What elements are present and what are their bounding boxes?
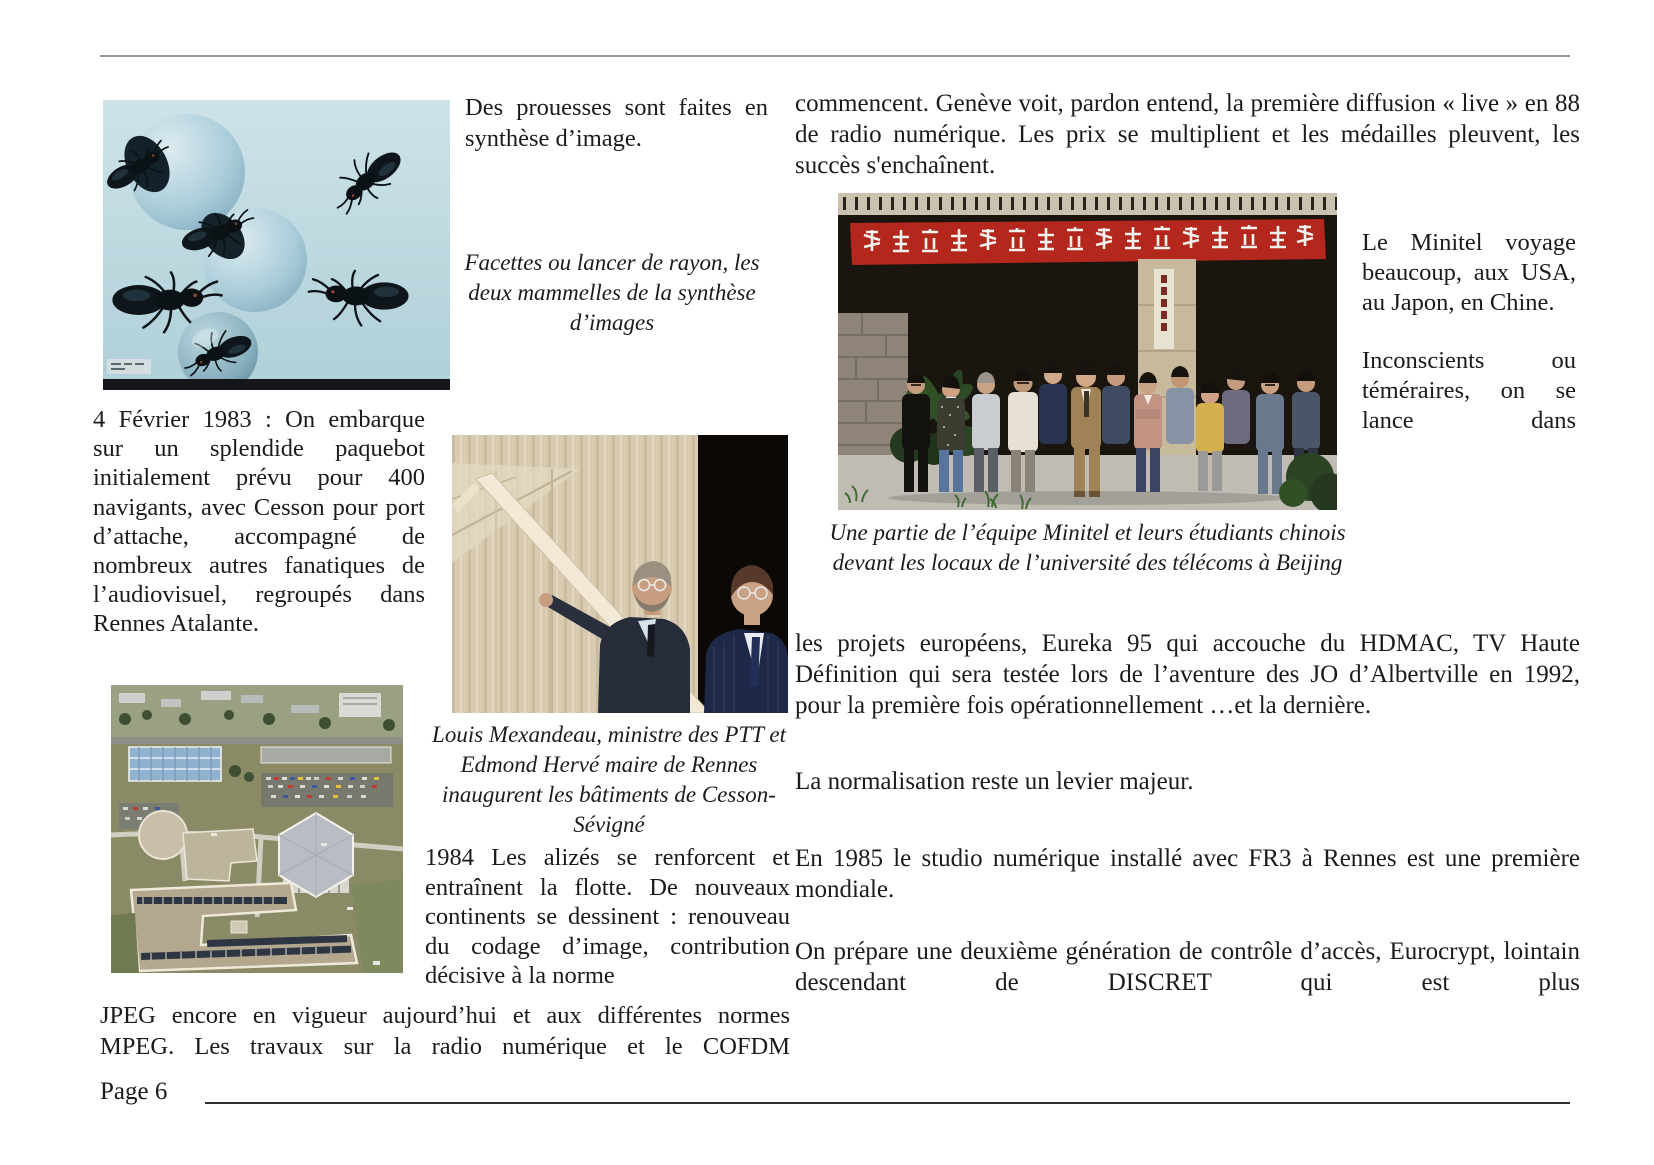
paragraph-1984: 1984 Les alizés se renforcent et entraînent la flotte. De nouveaux continents se dessinent : renouveau du codage d’image, contribution décisive à la norme (425, 844, 790, 989)
paragraph-commencent: commencent. Genève voit, pardon entend, la première diffusion « live » en 88 de radio numérique. Les prix se multiplient et les médailles pleuvent, les succès s'enchaînent. (795, 90, 1580, 179)
intro-paragraph: Des prouesses sont faites en synthèse d’image. (465, 94, 768, 152)
shadows (888, 491, 1288, 505)
paragraph-1985: En 1985 le studio numérique installé avec FR3 à Rennes est une première mondiale. (795, 845, 1580, 903)
paragraph-eurocrypt: On prépare une deuxième génération de contrôle d’accès, Eurocrypt, lointain descendant de DISCRET qui est plus (795, 938, 1580, 996)
beijing-caption: Une partie de l’équipe Minitel et leurs étudiants chinois devant les locaux de l’université des télécoms à Beijing (829, 520, 1346, 575)
beijing-illustration (838, 193, 1337, 510)
paragraph-projets: les projets européens, Eureka 95 qui accouche du HDMAC, TV Haute Définition qui sera testée lors de l’aventure des JO d’Albertville en 1992, pour la première fois opérationnellement …et la dernière. (795, 630, 1580, 719)
long-building (261, 747, 391, 763)
footer-rule (205, 1102, 1570, 1104)
inauguration-photo (452, 435, 788, 713)
minitel-side-column (1362, 228, 1576, 464)
aerial-photo (111, 685, 403, 973)
inauguration-illustration (452, 435, 788, 713)
field-left (111, 913, 139, 973)
minitel-paragraph: Le Minitel voyage beaucoup, aux USA, au Japon, en Chine. (1362, 229, 1576, 316)
building-cornice (838, 193, 1337, 215)
blue-building (129, 747, 221, 781)
ants-illustration (103, 100, 450, 390)
round-building (139, 811, 187, 859)
ants-photo (103, 100, 450, 390)
ants-caption: Facettes ou lancer de rayon, les deux mammelles de la synthèse d’images (464, 250, 760, 335)
road (111, 737, 403, 744)
paragraph-jpeg: JPEG encore en vigueur aujourd’hui et aux différentes normes MPEG. Les travaux sur la radio numérique et le COFDM (100, 1002, 790, 1060)
minister-caption: Louis Mexandeau, ministre des PTT et Edmond Hervé maire de Rennes inaugurent les bâtiments de Cesson-Sévigné (432, 722, 786, 837)
paragraph-1983: 4 Février 1983 : On embarque sur un splendide paquebot initialement prévu pour 400 navigants, avec Cesson pour port d’attache, accompagné de nombreux autres fanatiques de l’audiovisuel, regroupés dans Rennes Atalante. (93, 406, 425, 638)
page-number: Page 6 (100, 1078, 168, 1105)
aerial-illustration (111, 685, 403, 973)
inconscients-paragraph: Inconscients ou téméraires, on se lance dans (1362, 347, 1576, 434)
photo-bottom-strip (103, 379, 450, 390)
red-banner (850, 219, 1326, 265)
photo-label (107, 359, 151, 374)
beijing-photo (838, 193, 1337, 510)
top-rule (100, 55, 1570, 57)
paragraph-normalisation: La normalisation reste un levier majeur. (795, 768, 1194, 795)
